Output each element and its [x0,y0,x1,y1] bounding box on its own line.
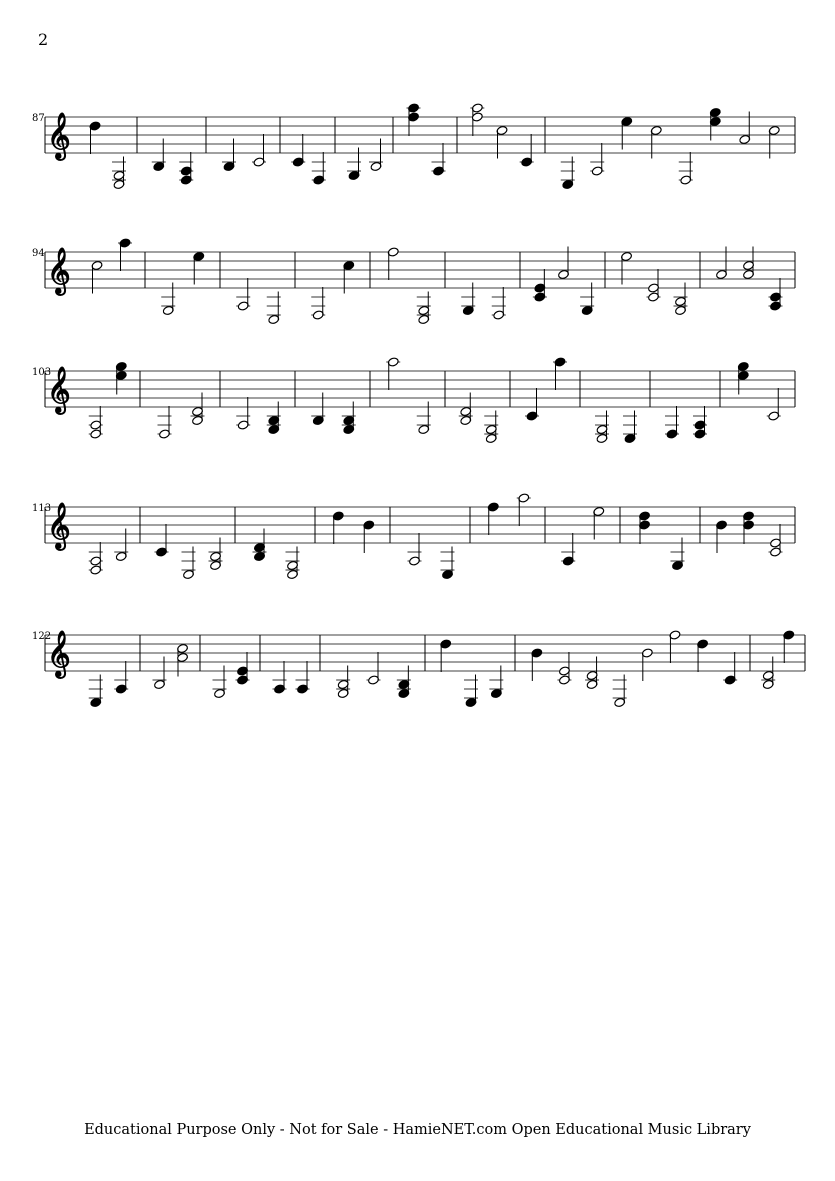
footer-text: Educational Purpose Only - Not for Sale - HamieNET.com Open Educational Music Library [84,1122,751,1138]
staff-system [45,103,795,190]
treble-clef-icon: 𝄞 [47,248,71,294]
treble-clef-icon: 𝄞 [47,503,71,549]
treble-clef-icon: 𝄞 [47,113,71,159]
measure-number: 94 [32,248,45,259]
measure-number: 122 [32,631,52,642]
measure-number: 103 [32,367,52,378]
treble-clef-icon: 𝄞 [47,367,71,413]
treble-clef-icon: 𝄞 [47,631,71,677]
measure-number: 113 [32,503,52,514]
staff-system [45,238,795,325]
measure-number: 87 [32,113,45,124]
page-number: 2 [38,30,49,49]
staff-system [45,630,805,708]
staff-system [45,357,795,444]
staff-system [45,493,795,580]
